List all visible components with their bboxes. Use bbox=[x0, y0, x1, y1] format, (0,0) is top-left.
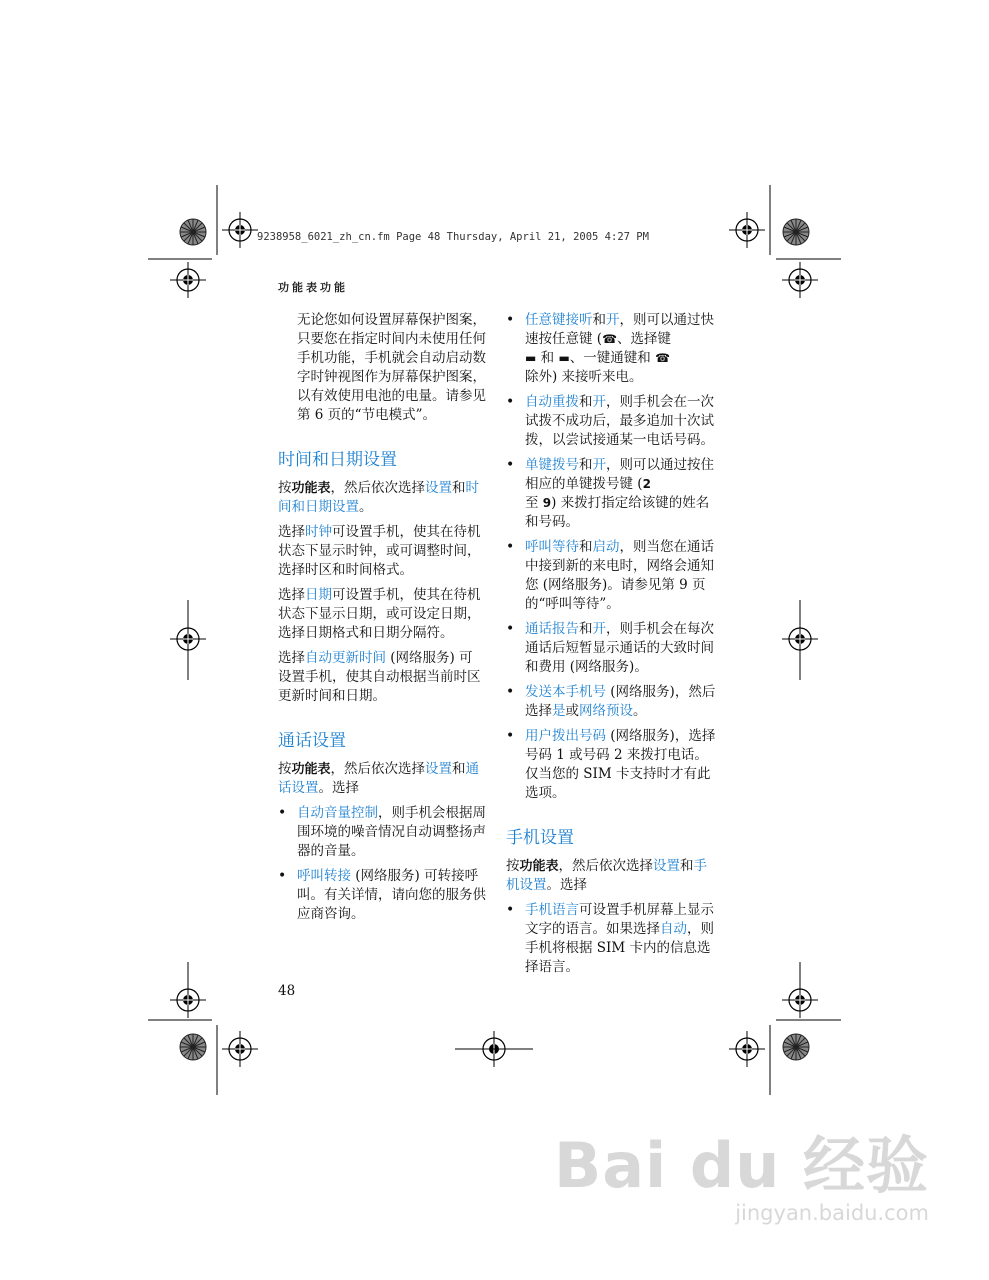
paragraph: 选择日期可设置手机，使其在待机状态下显示日期，或可设定日期，选择日期格式和日期分隔符。 bbox=[278, 587, 481, 641]
watermark-brand: Bai du 经验 bbox=[553, 1129, 929, 1202]
watermark-url: jingyan.baidu.com bbox=[735, 1201, 929, 1225]
list-item: • 任意键接听和开，则可以通过快速按任意键 (☎、选择键 ▬ 和 ▬、一键通键和 ☎ 除外) 来接听来电。 bbox=[506, 311, 716, 387]
file-header-line: 9238958_6021_zh_cn.fm Page 48 Thursday, April 21, 2005 4:27 PM bbox=[257, 231, 649, 243]
list-item: • 呼叫转接 (网络服务) 可转接呼叫。有关详情，请向您的服务供应商咨询。 bbox=[278, 867, 486, 924]
list-item: • 发送本手机号 (网络服务)，然后选择是或网络预设。 bbox=[506, 683, 716, 721]
left-column bbox=[278, 311, 486, 930]
baidu-watermark bbox=[553, 1129, 929, 1225]
list-item: • 呼叫等待和启动，则当您在通话中接到新的来电时，网络会通知您 (网络服务)。请参见第 9 页的“呼叫等待”。 bbox=[506, 538, 716, 614]
paragraph: 按功能表，然后依次选择设置和通话设置。选择 bbox=[278, 761, 480, 796]
list-item: • 单键拨号和开，则可以通过按住相应的单键拨号键 (2 至 9) 来拨打指定给该键的姓名和号码。 bbox=[506, 456, 716, 532]
paragraph: 按功能表，然后依次选择设置和时间和日期设置。 bbox=[278, 480, 480, 515]
list-item: • 通话报告和开，则手机会在每次通话后短暂显示通话的大致时间和费用 (网络服务)。 bbox=[506, 620, 716, 677]
page-number: 48 bbox=[278, 983, 296, 999]
phone-settings-list bbox=[506, 901, 716, 977]
call-settings-list-continued bbox=[506, 311, 716, 803]
section-title-phone-settings: 手机设置 bbox=[506, 828, 574, 848]
running-head: 功能表功能 bbox=[278, 281, 348, 294]
section-title-time-date: 时间和日期设置 bbox=[278, 450, 397, 470]
key-9-icon: 9 bbox=[542, 496, 552, 510]
end-key-icon: ☎ bbox=[655, 351, 671, 365]
paragraph: 选择自动更新时间 (网络服务) 可设置手机，使其自动根据当前时区更新时间和日期。 bbox=[278, 650, 481, 704]
call-settings-list bbox=[278, 804, 486, 924]
send-key-icon: ☎ bbox=[602, 332, 618, 346]
list-item: • 手机语言可设置手机屏幕上显示文字的语言。如果选择自动，则手机将根据 SIM 卡内的信息选择语言。 bbox=[506, 901, 716, 977]
list-item: • 用户拨出号码 (网络服务)，选择号码 1 或号码 2 来拨打电话。仅当您的 SIM 卡支持时才有此选项。 bbox=[506, 727, 716, 803]
section-title-call-settings: 通话设置 bbox=[278, 731, 346, 751]
right-column bbox=[506, 311, 716, 983]
paragraph: 按功能表，然后依次选择设置和手机设置。选择 bbox=[506, 858, 708, 893]
right-selection-key-icon: ▬ bbox=[558, 351, 570, 365]
left-selection-key-icon: ▬ bbox=[525, 351, 537, 365]
list-item: • 自动音量控制，则手机会根据周围环境的噪音情况自动调整扬声器的音量。 bbox=[278, 804, 486, 861]
paragraph: 选择时钟可设置手机，使其在待机状态下显示时钟，或可调整时间，选择时区和时间格式。 bbox=[278, 524, 481, 578]
list-item: • 自动重拨和开，则手机会在一次试拨不成功后，最多追加十次试拨，以尝试接通某一电话号码。 bbox=[506, 393, 716, 450]
key-2-icon: 2 bbox=[642, 477, 651, 491]
intro-paragraph: 无论您如何设置屏幕保护图案，只要您在指定时间内未使用任何手机功能，手机就会自动启动数字时钟视图作为屏幕保护图案，以有效使用电池的电量。请参见第 6 页的“节电模式”。 bbox=[297, 312, 486, 423]
